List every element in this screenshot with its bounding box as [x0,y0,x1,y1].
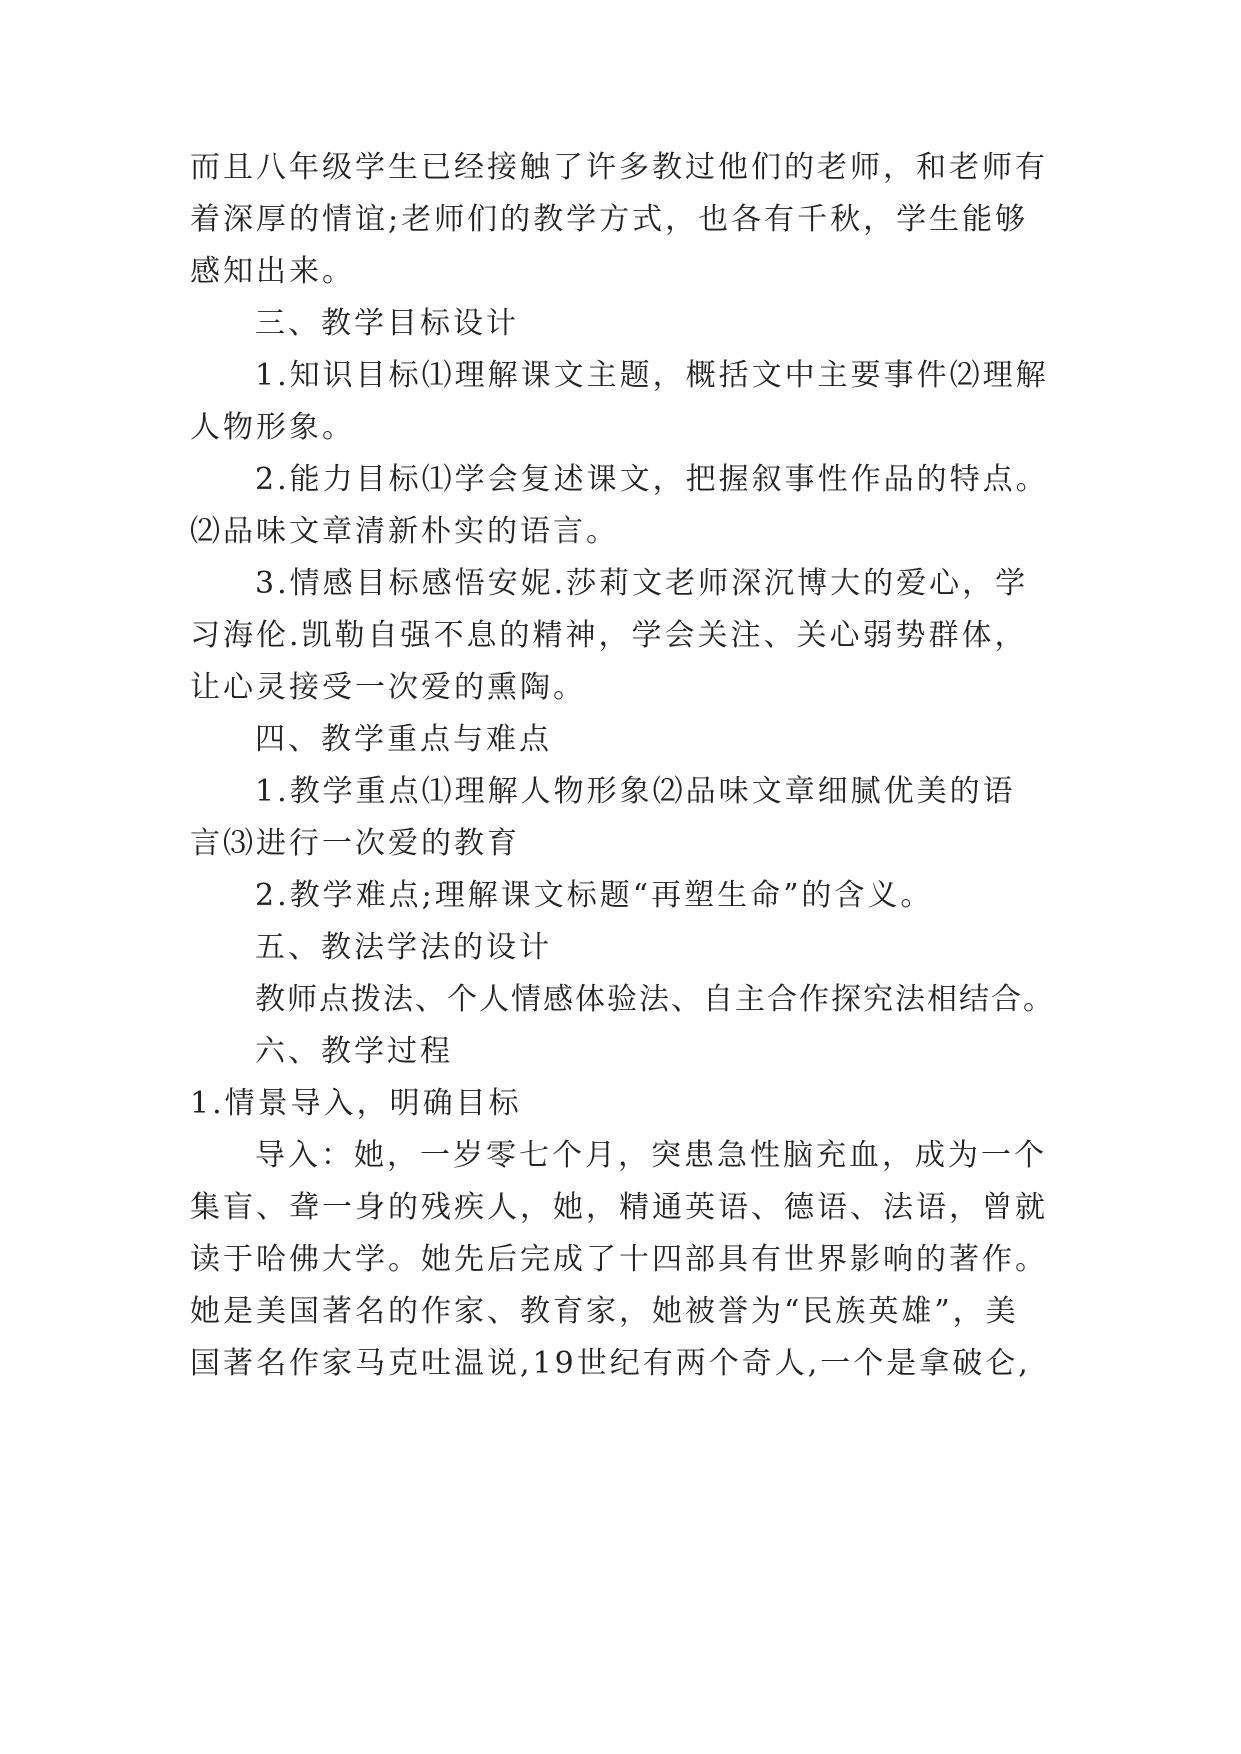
text-line: 导入：她，一岁零七个月，突患急性脑充血，成为一个 [255,1138,1047,1173]
text-line: 3.情感目标感悟安妮.莎莉文老师深沉博大的爱心，学 [255,566,1029,601]
text-line: 教师点拨法、个人情感体验法、自主合作探究法相结合。 [255,982,1055,1017]
text-line: 人物形象。 [190,410,355,445]
text-line: 2.教学难点;理解课文标题“再塑生命”的含义。 [255,878,934,913]
text-line: 国著名作家马克吐温说,19世纪有两个奇人,一个是拿破仑, [190,1346,1031,1381]
text-line: ⑵品味文章清新朴实的语言。 [190,514,619,549]
text-line: 读于哈佛大学。她先后完成了十四部具有世界影响的著作。 [190,1242,1048,1277]
text-line: 1.知识目标⑴理解课文主题，概括文中主要事件⑵理解 [255,358,1049,393]
text-line: 感知出来。 [190,254,355,289]
section-heading: 三、教学目标设计 [255,306,519,341]
section-heading: 四、教学重点与难点 [255,722,552,757]
text-line: 而且八年级学生已经接触了许多教过他们的老师，和老师有 [190,150,1048,185]
text-line: 言⑶进行一次爱的教育 [190,826,520,861]
subsection-heading: 1.情景导入，明确目标 [190,1086,522,1121]
text-line: 1.教学重点⑴理解人物形象⑵品味文章细腻优美的语 [255,774,1016,809]
text-line: 让心灵接受一次爱的熏陶。 [190,670,586,705]
section-heading: 六、教学过程 [255,1034,453,1069]
text-line: 集盲、聋一身的残疾人，她，精通英语、德语、法语，曾就 [190,1190,1048,1225]
text-line: 着深厚的情谊;老师们的教学方式，也各有千秋，学生能够 [190,202,1029,237]
text-line: 习海伦.凯勒自强不息的精神，学会关注、关心弱势群体， [190,618,1028,653]
text-line: 2.能力目标⑴学会复述课文，把握叙事性作品的特点。 [255,462,1049,497]
text-line: 她是美国著名的作家、教育家，她被誉为“民族英雄”，美 [190,1294,1019,1329]
section-heading: 五、教法学法的设计 [255,930,552,965]
